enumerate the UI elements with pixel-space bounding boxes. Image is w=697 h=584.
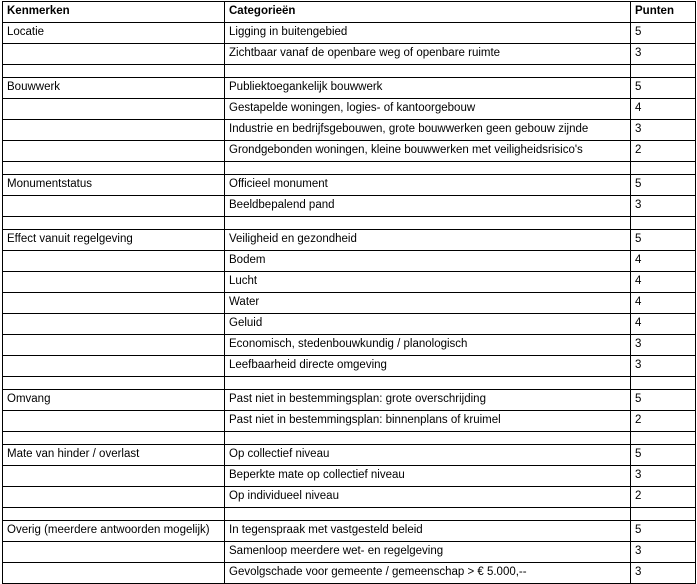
- cell-kenmerk: [3, 293, 225, 314]
- table-row: [3, 445, 696, 466]
- table-row: [3, 335, 696, 356]
- table-row: [3, 487, 696, 508]
- cell-punten: 5: [631, 230, 696, 251]
- cell-categorie: Ligging in buitengebied: [225, 23, 631, 44]
- cell-categorie: Beeldbepalend pand: [225, 196, 631, 217]
- cell-punten: [631, 65, 696, 78]
- table-row: [3, 356, 696, 377]
- cell-categorie: Grondgebonden woningen, kleine bouwwerken met veiligheidsrisico's: [225, 141, 631, 162]
- cell-kenmerk: [3, 356, 225, 377]
- table-row: [3, 44, 696, 65]
- cell-categorie: Lucht: [225, 272, 631, 293]
- cell-punten: 5: [631, 521, 696, 542]
- cell-punten: [631, 432, 696, 445]
- table-row: [3, 563, 696, 584]
- table-row: [3, 314, 696, 335]
- scoring-table: [2, 1, 696, 584]
- table-row: [3, 411, 696, 432]
- cell-punten: 2: [631, 487, 696, 508]
- cell-punten: 4: [631, 272, 696, 293]
- table-spacer-row: [3, 508, 696, 521]
- cell-kenmerk: [3, 542, 225, 563]
- cell-kenmerk: Mate van hinder / overlast: [3, 445, 225, 466]
- cell-punten: [631, 377, 696, 390]
- table-row: [3, 542, 696, 563]
- cell-categorie: Bodem: [225, 251, 631, 272]
- table-row: [3, 390, 696, 411]
- cell-kenmerk: Monumentstatus: [3, 175, 225, 196]
- table-spacer-row: [3, 217, 696, 230]
- cell-categorie: Samenloop meerdere wet- en regelgeving: [225, 542, 631, 563]
- cell-punten: 5: [631, 23, 696, 44]
- cell-categorie: Op individueel niveau: [225, 487, 631, 508]
- cell-categorie: Past niet in bestemmingsplan: grote overschrijding: [225, 390, 631, 411]
- cell-categorie: Past niet in bestemmingsplan: binnenplans of kruimel: [225, 411, 631, 432]
- cell-kenmerk: Overig (meerdere antwoorden mogelijk): [3, 521, 225, 542]
- cell-categorie: Gevolgschade voor gemeente / gemeenschap > € 5.000,--: [225, 563, 631, 584]
- table-row: [3, 141, 696, 162]
- cell-categorie: [225, 377, 631, 390]
- cell-punten: 5: [631, 390, 696, 411]
- cell-categorie: [225, 432, 631, 445]
- cell-categorie: [225, 162, 631, 175]
- cell-categorie: Industrie en bedrijfsgebouwen, grote bouwwerken geen gebouw zijnde: [225, 120, 631, 141]
- table-row: [3, 272, 696, 293]
- cell-punten: 5: [631, 175, 696, 196]
- table-row: [3, 120, 696, 141]
- table-row: [3, 175, 696, 196]
- cell-categorie: Beperkte mate op collectief niveau: [225, 466, 631, 487]
- table-row: [3, 99, 696, 120]
- cell-punten: 2: [631, 141, 696, 162]
- table-row: [3, 466, 696, 487]
- cell-punten: 2: [631, 411, 696, 432]
- cell-punten: 4: [631, 314, 696, 335]
- cell-categorie: Zichtbaar vanaf de openbare weg of openbare ruimte: [225, 44, 631, 65]
- cell-kenmerk: [3, 99, 225, 120]
- cell-kenmerk: [3, 466, 225, 487]
- cell-kenmerk: [3, 411, 225, 432]
- cell-punten: 3: [631, 356, 696, 377]
- cell-kenmerk: [3, 65, 225, 78]
- cell-punten: 3: [631, 542, 696, 563]
- cell-kenmerk: [3, 487, 225, 508]
- table-spacer-row: [3, 432, 696, 445]
- cell-categorie: Gestapelde woningen, logies- of kantoorgebouw: [225, 99, 631, 120]
- cell-kenmerk: [3, 217, 225, 230]
- cell-categorie: Leefbaarheid directe omgeving: [225, 356, 631, 377]
- cell-kenmerk: [3, 377, 225, 390]
- column-header-categorieen: Categorieën: [225, 2, 631, 23]
- cell-categorie: [225, 217, 631, 230]
- table-row: [3, 230, 696, 251]
- table-body: [3, 23, 696, 584]
- cell-kenmerk: [3, 432, 225, 445]
- cell-punten: 3: [631, 466, 696, 487]
- table-row: [3, 78, 696, 99]
- cell-kenmerk: Effect vanuit regelgeving: [3, 230, 225, 251]
- cell-categorie: Op collectief niveau: [225, 445, 631, 466]
- cell-categorie: In tegenspraak met vastgesteld beleid: [225, 521, 631, 542]
- cell-punten: 3: [631, 196, 696, 217]
- column-header-punten: Punten: [631, 2, 696, 23]
- cell-kenmerk: [3, 44, 225, 65]
- cell-categorie: Veiligheid en gezondheid: [225, 230, 631, 251]
- table-spacer-row: [3, 162, 696, 175]
- cell-categorie: Geluid: [225, 314, 631, 335]
- document-page: [0, 1, 697, 578]
- table-spacer-row: [3, 65, 696, 78]
- cell-punten: 4: [631, 251, 696, 272]
- cell-kenmerk: [3, 563, 225, 584]
- cell-categorie: [225, 508, 631, 521]
- table-row: [3, 23, 696, 44]
- cell-punten: 3: [631, 120, 696, 141]
- cell-punten: 5: [631, 445, 696, 466]
- cell-punten: [631, 508, 696, 521]
- cell-kenmerk: [3, 251, 225, 272]
- cell-punten: 4: [631, 293, 696, 314]
- cell-punten: 3: [631, 563, 696, 584]
- cell-kenmerk: [3, 272, 225, 293]
- cell-kenmerk: [3, 335, 225, 356]
- table-header-row: [3, 2, 696, 23]
- cell-kenmerk: Bouwwerk: [3, 78, 225, 99]
- cell-kenmerk: [3, 162, 225, 175]
- cell-categorie: Officieel monument: [225, 175, 631, 196]
- cell-kenmerk: Omvang: [3, 390, 225, 411]
- cell-punten: 3: [631, 44, 696, 65]
- cell-kenmerk: Locatie: [3, 23, 225, 44]
- cell-punten: [631, 162, 696, 175]
- cell-punten: 4: [631, 99, 696, 120]
- table-row: [3, 251, 696, 272]
- cell-kenmerk: [3, 120, 225, 141]
- cell-kenmerk: [3, 508, 225, 521]
- column-header-kenmerken: Kenmerken: [3, 2, 225, 23]
- cell-categorie: [225, 65, 631, 78]
- cell-kenmerk: [3, 196, 225, 217]
- table-row: [3, 521, 696, 542]
- table-row: [3, 293, 696, 314]
- table-spacer-row: [3, 377, 696, 390]
- cell-punten: 3: [631, 335, 696, 356]
- cell-categorie: Economisch, stedenbouwkundig / planologisch: [225, 335, 631, 356]
- cell-categorie: Water: [225, 293, 631, 314]
- cell-kenmerk: [3, 141, 225, 162]
- table-row: [3, 196, 696, 217]
- cell-kenmerk: [3, 314, 225, 335]
- cell-categorie: Publiektoegankelijk bouwwerk: [225, 78, 631, 99]
- cell-punten: 5: [631, 78, 696, 99]
- cell-punten: [631, 217, 696, 230]
